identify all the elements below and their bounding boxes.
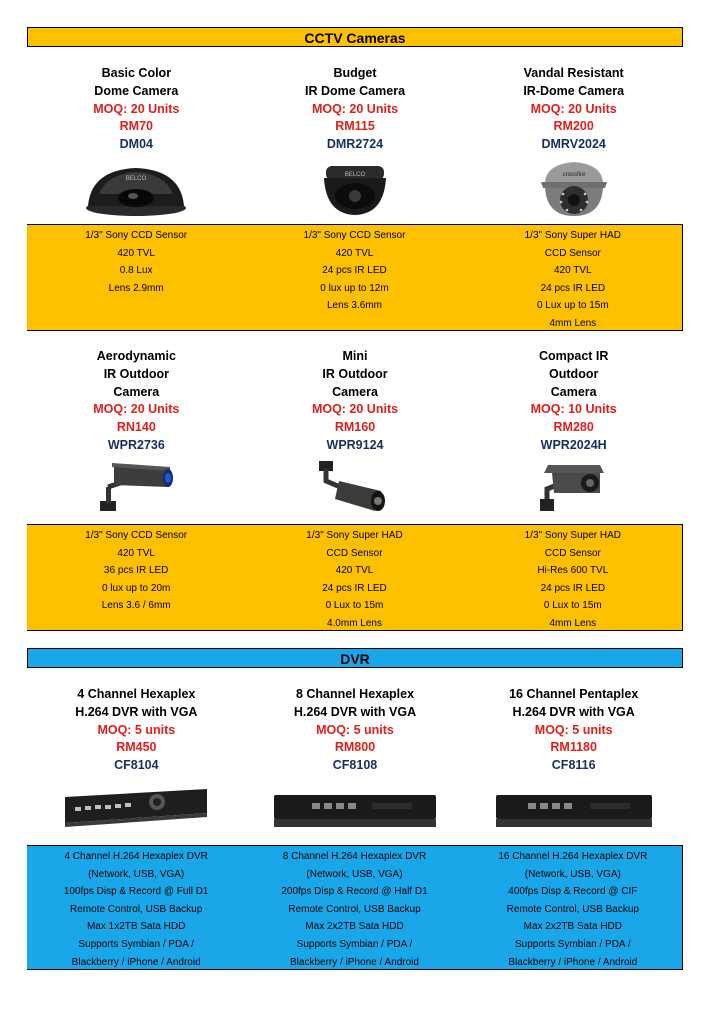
product-code: CF8104 bbox=[114, 758, 159, 773]
product-code: DMRV2024 bbox=[541, 137, 606, 152]
product-name-line: H.264 DVR with VGA bbox=[512, 704, 635, 719]
spec-line: Blackberry / iPhone / Android bbox=[290, 956, 419, 968]
spec-line: Remote Control, USB Backup bbox=[288, 903, 421, 915]
dvr-16ch-icon bbox=[494, 789, 654, 835]
spec-line: 0 Lux to 15m bbox=[325, 600, 384, 612]
product-wpr2736[interactable] bbox=[27, 348, 246, 515]
product-price: RM800 bbox=[334, 740, 376, 755]
spec-line: 420 TVL bbox=[117, 247, 155, 259]
spec-line: 1/3" Sony CCD Sensor bbox=[85, 530, 188, 541]
product-cf8116[interactable] bbox=[464, 686, 683, 843]
product-moq: MOQ: 20 Units bbox=[93, 402, 180, 417]
spec-line: 1/3" Sony CCD Sensor bbox=[303, 230, 406, 241]
product-cf8108[interactable] bbox=[246, 686, 465, 843]
spec-line: 24 pcs IR LED bbox=[322, 265, 387, 277]
spec-list bbox=[245, 225, 463, 330]
spec-line: (Network, USB, VGA) bbox=[524, 868, 621, 880]
camera-specs-row-1 bbox=[27, 224, 683, 331]
spec-line: Blackberry / iPhone / Android bbox=[508, 956, 638, 968]
compact-bullet-camera-icon bbox=[534, 459, 614, 515]
spec-list bbox=[27, 846, 245, 969]
spec-list bbox=[464, 525, 682, 630]
spec-line: 420 TVL bbox=[335, 247, 374, 259]
product-name-line: H.264 DVR with VGA bbox=[75, 704, 198, 719]
product-name-line: Basic Color bbox=[101, 66, 172, 80]
product-name-line: IR Outdoor bbox=[103, 366, 169, 381]
product-name-line: Camera bbox=[550, 384, 597, 399]
product-code: WPR2736 bbox=[107, 437, 165, 452]
spec-line: (Network, USB, VGA) bbox=[306, 868, 403, 880]
spec-list bbox=[27, 525, 245, 630]
bullet-camera-icon bbox=[96, 459, 176, 515]
product-price: RM280 bbox=[553, 420, 594, 435]
spec-line: Lens 3.6mm bbox=[326, 300, 382, 312]
spec-line: 4.0mm Lens bbox=[326, 617, 382, 629]
spec-line: 100fps Disp & Record @ Full D1 bbox=[63, 886, 209, 898]
spec-line: 0 lux up to 20m bbox=[101, 582, 171, 594]
product-price: RN140 bbox=[116, 420, 156, 435]
product-name-line: Dome Camera bbox=[94, 83, 179, 98]
product-price: RM450 bbox=[116, 740, 157, 755]
dvr-4ch-icon bbox=[61, 785, 211, 843]
product-name-line: Outdoor bbox=[549, 366, 599, 381]
product-name-line: Budget bbox=[333, 66, 377, 80]
product-price: RM200 bbox=[553, 119, 594, 134]
dvr-banner bbox=[27, 648, 683, 668]
spec-list bbox=[245, 525, 463, 630]
spec-list bbox=[27, 225, 245, 330]
spec-line: 24 pcs IR LED bbox=[540, 282, 606, 294]
product-wpr2024h[interactable] bbox=[464, 348, 683, 515]
product-moq: MOQ: 20 Units bbox=[530, 101, 617, 116]
dvr-row bbox=[27, 686, 683, 843]
spec-line: Max 1x2TB Sata HDD bbox=[86, 921, 186, 933]
product-code: CF8116 bbox=[551, 758, 596, 773]
spec-line: Supports Symbian / PDA / bbox=[515, 938, 631, 950]
spec-line: Max 2x2TB Sata HDD bbox=[523, 921, 622, 933]
product-moq: MOQ: 5 units bbox=[97, 722, 176, 737]
product-name-line: 8 Channel Hexaplex bbox=[295, 687, 415, 701]
spec-line: 4 Channel H.264 Hexaplex DVR bbox=[64, 851, 208, 862]
product-moq: MOQ: 20 Units bbox=[93, 101, 180, 116]
product-dmrv2024[interactable] bbox=[464, 65, 683, 218]
spec-line: 0.8 Lux bbox=[119, 265, 153, 277]
spec-list bbox=[245, 846, 463, 969]
dvr-title: DVR bbox=[340, 651, 370, 667]
spec-list bbox=[464, 225, 682, 330]
product-code: WPR9124 bbox=[326, 437, 384, 452]
product-wpr9124[interactable] bbox=[246, 348, 465, 515]
spec-list bbox=[464, 846, 682, 969]
product-name-line: IR-Dome Camera bbox=[523, 83, 625, 98]
product-name-line: Camera bbox=[113, 384, 160, 399]
cctv-cameras-title: CCTV Cameras bbox=[304, 30, 406, 46]
spec-line: 24 pcs IR LED bbox=[322, 582, 387, 594]
spec-line: 200fps Disp & Record @ Half D1 bbox=[281, 886, 428, 898]
spec-line: 400fps Disp & Record @ CIF bbox=[508, 886, 638, 898]
spec-line: 1/3" Sony Super HAD bbox=[306, 530, 403, 541]
camera-specs-row-2 bbox=[27, 524, 683, 631]
spec-line: 0 Lux up to 15m bbox=[536, 300, 609, 312]
brand-logo: crossfire bbox=[562, 171, 586, 178]
spec-line: Supports Symbian / PDA / bbox=[296, 938, 413, 950]
brand-logo: BELCO bbox=[126, 175, 147, 182]
spec-line: 4mm Lens bbox=[549, 617, 597, 629]
product-moq: MOQ: 5 units bbox=[534, 722, 613, 737]
product-name-line: IR Outdoor bbox=[322, 366, 388, 381]
spec-line: Remote Control, USB Backup bbox=[70, 903, 203, 915]
spec-line: 16 Channel H.264 Hexaplex DVR bbox=[498, 851, 648, 862]
spec-line: 1/3" Sony CCD Sensor bbox=[85, 230, 188, 241]
spec-line: 1/3" Sony Super HAD bbox=[524, 530, 622, 541]
product-name-line: Camera bbox=[332, 384, 378, 399]
product-dmr2724[interactable] bbox=[246, 65, 465, 218]
camera-row-1 bbox=[27, 65, 683, 218]
dome-camera-icon bbox=[81, 158, 191, 218]
spec-line: 420 TVL bbox=[335, 565, 374, 577]
camera-row-2 bbox=[27, 348, 683, 515]
brand-logo: BELCO bbox=[344, 171, 366, 178]
spec-line: 36 pcs IR LED bbox=[103, 565, 169, 577]
spec-line: Lens 2.9mm bbox=[108, 282, 164, 294]
spec-line: 1/3" Sony Super HAD bbox=[524, 230, 622, 241]
mini-bullet-camera-icon bbox=[315, 459, 395, 515]
product-code: DMR2724 bbox=[326, 137, 384, 152]
product-name-line: H.264 DVR with VGA bbox=[293, 704, 417, 719]
spec-line: (Network, USB, VGA) bbox=[88, 868, 185, 880]
product-name-line: Vandal Resistant bbox=[523, 66, 624, 80]
spec-line: CCD Sensor bbox=[544, 547, 601, 559]
spec-line: 420 TVL bbox=[117, 547, 155, 559]
cctv-cameras-banner bbox=[27, 27, 683, 47]
spec-line: 24 pcs IR LED bbox=[540, 582, 606, 594]
spec-line: Max 2x2TB Sata HDD bbox=[305, 921, 404, 933]
spec-line: Supports Symbian / PDA / bbox=[78, 938, 194, 950]
dvr-8ch-icon bbox=[272, 789, 438, 835]
product-price: RM70 bbox=[119, 119, 153, 134]
product-name-line: Aerodynamic bbox=[96, 349, 176, 363]
dvr-specs bbox=[27, 845, 683, 970]
product-price: RM1180 bbox=[550, 740, 597, 755]
spec-line: 420 TVL bbox=[554, 265, 592, 277]
product-name-line: IR Dome Camera bbox=[304, 83, 406, 98]
spec-line: Lens 3.6 / 6mm bbox=[101, 600, 171, 612]
product-name-line: Mini bbox=[342, 349, 368, 363]
product-name-line: Compact IR bbox=[538, 349, 609, 363]
product-cf8104[interactable] bbox=[27, 686, 246, 843]
product-code: CF8108 bbox=[332, 758, 378, 773]
spec-line: CCD Sensor bbox=[544, 247, 601, 259]
spec-line: Hi-Res 600 TVL bbox=[537, 565, 609, 577]
spec-line: 0 Lux to 15m bbox=[543, 600, 602, 612]
product-price: RM160 bbox=[334, 420, 376, 435]
ir-dome-camera-icon bbox=[320, 158, 390, 218]
product-moq: MOQ: 20 Units bbox=[311, 402, 399, 417]
product-moq: MOQ: 10 Units bbox=[530, 402, 617, 417]
spec-line: 4mm Lens bbox=[549, 317, 597, 329]
vandal-dome-camera-icon bbox=[539, 158, 609, 218]
product-price: RM115 bbox=[335, 119, 375, 134]
product-moq: MOQ: 5 units bbox=[316, 722, 394, 737]
product-code: DM04 bbox=[119, 137, 153, 152]
spec-line: Blackberry / iPhone / Android bbox=[71, 956, 201, 968]
spec-line: 0 lux up to 12m bbox=[320, 282, 389, 294]
product-name-line: 4 Channel Hexaplex bbox=[77, 687, 196, 701]
product-dm04[interactable] bbox=[27, 65, 246, 218]
product-moq: MOQ: 20 Units bbox=[311, 101, 399, 116]
spec-line: CCD Sensor bbox=[326, 547, 383, 559]
spec-line: 8 Channel H.264 Hexaplex DVR bbox=[282, 851, 427, 862]
product-name-line: 16 Channel Pentaplex bbox=[509, 687, 639, 701]
spec-line: Remote Control, USB Backup bbox=[506, 903, 639, 915]
product-code: WPR2024H bbox=[540, 437, 607, 452]
